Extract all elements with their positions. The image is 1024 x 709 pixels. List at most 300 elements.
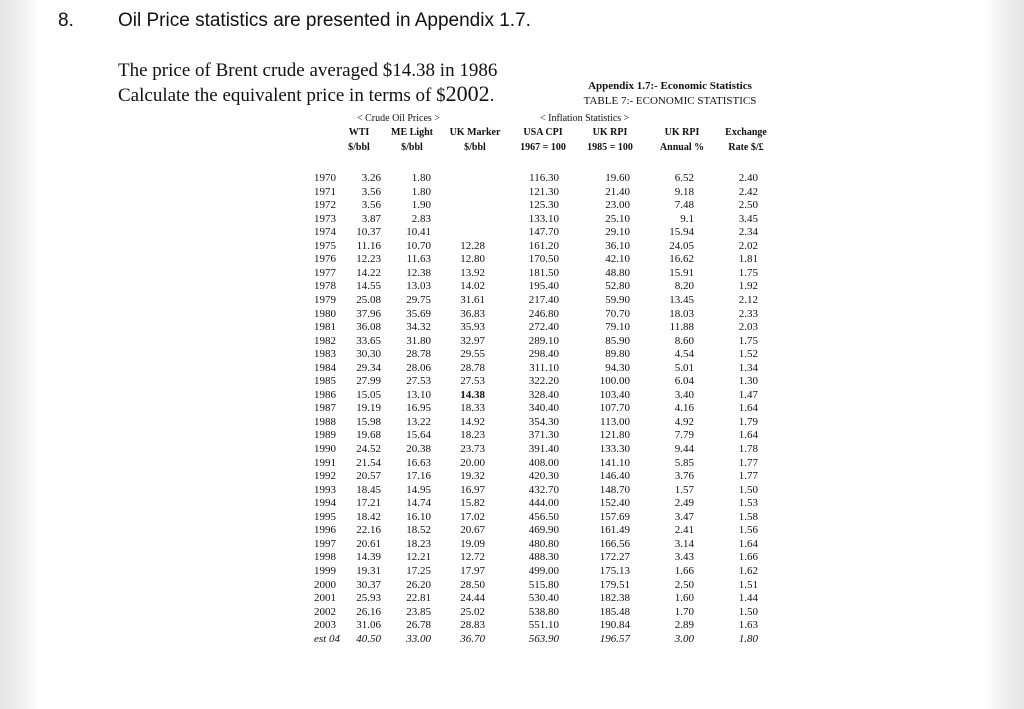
uk-rpi-annual-cell: 2.50	[674, 578, 694, 591]
uk-rpi-annual-cell: 1.66	[674, 564, 694, 577]
me-light-cell: 14.95	[406, 483, 431, 496]
usa-cpi-cell: 340.40	[528, 402, 559, 415]
wti-cell: 19.19	[356, 402, 381, 415]
table-row	[0, 497, 1024, 511]
usa-cpi-cell: 391.40	[528, 443, 559, 455]
col-header-me-light: ME Light	[391, 127, 433, 138]
wti-cell: 25.08	[356, 293, 381, 306]
uk-rpi-cell: 19.60	[605, 172, 630, 184]
exchange-rate-cell: 2.12	[738, 293, 758, 306]
table-row	[0, 389, 1024, 403]
table-row	[0, 362, 1024, 376]
row-year: 1976	[314, 253, 336, 266]
me-light-cell: 13.10	[406, 388, 431, 401]
uk-rpi-cell: 196.57	[599, 632, 630, 645]
table-row	[0, 199, 1024, 213]
uk-marker-cell: 15.82	[460, 497, 485, 510]
me-light-cell: 31.80	[406, 334, 431, 347]
col-unit-uk-rpi-annual: Annual %	[659, 142, 705, 153]
uk-rpi-annual-cell: 8.60	[674, 334, 694, 347]
uk-rpi-annual-cell: 3.14	[674, 537, 694, 550]
row-year: 1997	[314, 537, 336, 550]
wti-cell: 12.23	[356, 253, 381, 266]
me-light-cell: 16.10	[406, 510, 431, 523]
uk-marker-cell: 19.09	[460, 537, 485, 550]
uk-rpi-annual-cell: 9.44	[674, 443, 694, 455]
question-prompt	[118, 59, 558, 107]
uk-marker-cell: 14.38	[460, 388, 485, 401]
wti-cell: 36.08	[356, 321, 381, 334]
col-header-usa-cpi: USA CPI	[523, 127, 563, 138]
usa-cpi-cell: 444.00	[528, 497, 559, 510]
uk-rpi-cell: 25.10	[605, 212, 630, 225]
uk-marker-cell: 28.78	[460, 361, 485, 374]
uk-marker-cell: 17.02	[460, 510, 485, 523]
wti-cell: 26.16	[356, 605, 381, 618]
wti-cell: 31.06	[356, 619, 381, 632]
exchange-rate-cell: 1.75	[738, 334, 758, 347]
uk-rpi-cell: 94.30	[605, 361, 630, 374]
row-year: 1991	[314, 456, 336, 469]
me-light-cell: 16.95	[406, 402, 431, 415]
group-label-inflation: < Inflation Statistics >	[540, 113, 630, 124]
wti-cell: 17.21	[356, 497, 381, 510]
uk-rpi-cell: 29.10	[605, 226, 630, 239]
uk-rpi-annual-cell: 6.04	[674, 375, 694, 388]
uk-rpi-annual-cell: 18.03	[669, 307, 694, 320]
uk-rpi-annual-cell: 3.40	[674, 388, 694, 401]
me-light-cell: 18.23	[406, 537, 431, 550]
col-header-uk-rpi-annual: UK RPI	[664, 127, 700, 138]
wti-cell: 37.96	[356, 307, 381, 320]
col-header-exchange: Exchange	[725, 127, 767, 138]
table-title: Appendix 1.7:- Economic Statistics	[588, 80, 752, 92]
table-row	[0, 470, 1024, 484]
uk-rpi-annual-cell: 6.52	[674, 172, 694, 184]
table-row	[0, 619, 1024, 633]
uk-rpi-cell: 21.40	[605, 185, 630, 198]
exchange-rate-cell: 1.77	[738, 470, 758, 483]
wti-cell: 18.45	[356, 483, 381, 496]
uk-rpi-annual-cell: 15.94	[669, 226, 694, 239]
uk-rpi-cell: 89.80	[605, 348, 630, 361]
group-label-crude: < Crude Oil Prices >	[357, 113, 440, 124]
table-row	[0, 186, 1024, 200]
uk-rpi-cell: 59.90	[605, 293, 630, 306]
uk-rpi-annual-cell: 2.89	[674, 619, 694, 632]
uk-rpi-annual-cell: 9.1	[680, 212, 694, 225]
usa-cpi-cell: 181.50	[528, 266, 559, 279]
usa-cpi-cell: 469.90	[528, 524, 559, 537]
row-year: 1973	[314, 212, 336, 225]
uk-marker-cell: 27.53	[460, 375, 485, 388]
me-light-cell: 13.03	[406, 280, 431, 293]
uk-rpi-cell: 103.40	[599, 388, 630, 401]
exchange-rate-cell: 3.45	[738, 212, 758, 225]
exchange-rate-cell: 2.34	[738, 226, 758, 239]
usa-cpi-cell: 515.80	[528, 578, 559, 591]
me-light-cell: 17.16	[406, 470, 431, 483]
usa-cpi-cell: 161.20	[528, 239, 559, 252]
usa-cpi-cell: 354.30	[528, 415, 559, 428]
table-row	[0, 253, 1024, 267]
row-year: 1979	[314, 293, 336, 306]
uk-rpi-cell: 148.70	[599, 483, 630, 496]
exchange-rate-cell: 1.64	[738, 402, 758, 415]
me-light-cell: 26.20	[406, 578, 431, 591]
uk-marker-cell: 35.93	[460, 321, 485, 334]
prompt-line-2-end: .	[489, 85, 495, 106]
uk-rpi-cell: 146.40	[599, 470, 630, 483]
table-row	[0, 511, 1024, 525]
table-subtitle: TABLE 7:- ECONOMIC STATISTICS	[583, 95, 757, 107]
row-year: 1995	[314, 510, 336, 523]
table-row	[0, 429, 1024, 443]
col-unit-exchange: Rate $/£	[728, 142, 764, 153]
table-row	[0, 375, 1024, 389]
uk-rpi-cell: 175.13	[599, 564, 630, 577]
uk-rpi-annual-cell: 13.45	[669, 293, 694, 306]
table-row	[0, 579, 1024, 593]
col-unit-me-light: $/bbl	[401, 142, 423, 153]
table-row	[0, 308, 1024, 322]
uk-rpi-cell: 166.56	[599, 537, 630, 550]
exchange-rate-cell: 1.64	[738, 429, 758, 442]
uk-rpi-annual-cell: 7.48	[674, 199, 694, 212]
usa-cpi-cell: 538.80	[528, 605, 559, 618]
wti-cell: 40.50	[356, 632, 381, 645]
exchange-rate-cell: 2.50	[738, 199, 758, 212]
wti-cell: 27.99	[356, 375, 381, 388]
row-year: 2002	[314, 605, 336, 618]
usa-cpi-cell: 480.80	[528, 537, 559, 550]
wti-cell: 20.57	[356, 470, 381, 483]
uk-rpi-cell: 113.00	[600, 415, 630, 428]
usa-cpi-cell: 125.30	[528, 199, 559, 212]
usa-cpi-cell: 246.80	[528, 307, 559, 320]
uk-rpi-cell: 42.10	[605, 253, 630, 266]
table-row	[0, 335, 1024, 349]
usa-cpi-cell: 420.30	[528, 470, 559, 483]
wti-cell: 22.16	[356, 524, 381, 537]
uk-rpi-annual-cell: 1.57	[674, 483, 694, 496]
wti-cell: 30.37	[356, 578, 381, 591]
wti-cell: 29.34	[356, 361, 381, 374]
row-year: 1980	[314, 307, 336, 320]
uk-rpi-cell: 141.10	[599, 456, 630, 469]
prompt-line-1: The price of Brent crude averaged $14.38 in 1986	[118, 60, 498, 81]
usa-cpi-cell: 488.30	[528, 551, 559, 564]
uk-marker-cell: 29.55	[460, 348, 485, 361]
uk-marker-cell: 12.72	[460, 551, 485, 564]
wti-cell: 20.61	[356, 537, 381, 550]
usa-cpi-cell: 530.40	[528, 592, 559, 605]
exchange-rate-cell: 1.62	[738, 564, 758, 577]
exchange-rate-cell: 2.33	[738, 307, 758, 320]
uk-rpi-annual-cell: 4.16	[674, 402, 694, 415]
uk-rpi-cell: 121.80	[599, 429, 630, 442]
prompt-year: 2002	[445, 81, 490, 106]
exchange-rate-cell: 1.47	[738, 388, 758, 401]
wti-cell: 18.42	[356, 510, 381, 523]
usa-cpi-cell: 170.50	[528, 253, 559, 266]
uk-rpi-annual-cell: 16.62	[669, 253, 694, 266]
me-light-cell: 34.32	[406, 321, 431, 334]
uk-marker-cell: 31.61	[460, 293, 485, 306]
uk-rpi-cell: 157.69	[599, 510, 630, 523]
wti-cell: 33.65	[356, 334, 381, 347]
exchange-rate-cell: 1.75	[738, 266, 758, 279]
uk-rpi-annual-cell: 24.05	[669, 239, 694, 252]
table-row	[0, 443, 1024, 457]
wti-cell: 3.56	[361, 185, 381, 198]
me-light-cell: 1.90	[411, 199, 431, 212]
exchange-rate-cell: 1.34	[738, 361, 758, 374]
wti-cell: 30.30	[356, 348, 381, 361]
uk-rpi-annual-cell: 11.88	[669, 321, 694, 334]
row-year: 1974	[314, 226, 336, 239]
uk-marker-cell: 23.73	[460, 443, 485, 455]
col-header-uk-rpi: UK RPI	[592, 127, 628, 138]
table-row	[0, 321, 1024, 335]
me-light-cell: 27.53	[406, 375, 431, 388]
table-row	[0, 606, 1024, 620]
table-row	[0, 267, 1024, 281]
me-light-cell: 14.74	[406, 497, 431, 510]
row-year: 1989	[314, 429, 336, 442]
uk-rpi-cell: 152.40	[599, 497, 630, 510]
exchange-rate-cell: 2.40	[738, 172, 758, 184]
row-year: 1993	[314, 483, 336, 496]
row-year: 2000	[314, 578, 336, 591]
uk-marker-cell: 18.33	[460, 402, 485, 415]
uk-marker-cell: 12.28	[460, 239, 485, 252]
row-year: 1986	[314, 388, 336, 401]
question-number: 8.	[58, 10, 74, 31]
uk-rpi-cell: 48.80	[605, 266, 630, 279]
uk-rpi-annual-cell: 1.60	[674, 592, 694, 605]
me-light-cell: 29.75	[406, 293, 431, 306]
uk-marker-cell: 20.00	[460, 456, 485, 469]
row-year: 1982	[314, 334, 336, 347]
wti-cell: 3.87	[361, 212, 381, 225]
me-light-cell: 11.63	[406, 253, 431, 266]
uk-rpi-annual-cell: 5.01	[674, 361, 694, 374]
me-light-cell: 13.22	[406, 415, 431, 428]
usa-cpi-cell: 408.00	[528, 456, 559, 469]
row-year: 1981	[314, 321, 336, 334]
col-header-uk-marker: UK Marker	[449, 127, 501, 138]
exchange-rate-cell: 1.79	[738, 415, 758, 428]
me-light-cell: 2.83	[411, 212, 431, 225]
table-row	[0, 457, 1024, 471]
me-light-cell: 15.64	[406, 429, 431, 442]
exchange-rate-cell: 2.03	[738, 321, 758, 334]
me-light-cell: 18.52	[406, 524, 431, 537]
uk-marker-cell: 36.83	[460, 307, 485, 320]
row-year: 1972	[314, 199, 336, 212]
uk-rpi-cell: 182.38	[599, 592, 630, 605]
table-row	[0, 524, 1024, 538]
table-row	[0, 348, 1024, 362]
row-year: 1994	[314, 497, 336, 510]
wti-cell: 14.39	[356, 551, 381, 564]
uk-marker-cell: 28.83	[460, 619, 485, 632]
exchange-rate-cell: 1.30	[738, 375, 758, 388]
exchange-rate-cell: 1.63	[738, 619, 758, 632]
me-light-cell: 33.00	[406, 632, 431, 645]
exchange-rate-cell: 1.66	[738, 551, 758, 564]
usa-cpi-cell: 322.20	[528, 375, 559, 388]
me-light-cell: 17.25	[406, 564, 431, 577]
uk-rpi-cell: 172.27	[599, 551, 630, 564]
uk-marker-cell: 18.23	[460, 429, 485, 442]
exchange-rate-cell: 1.53	[738, 497, 758, 510]
usa-cpi-cell: 499.00	[528, 564, 559, 577]
table-row	[0, 226, 1024, 240]
uk-marker-cell: 19.32	[460, 470, 485, 483]
uk-rpi-cell: 70.70	[605, 307, 630, 320]
row-year: 1990	[314, 443, 336, 455]
uk-marker-cell: 12.80	[460, 253, 485, 266]
usa-cpi-cell: 195.40	[528, 280, 559, 293]
me-light-cell: 20.38	[406, 443, 431, 455]
usa-cpi-cell: 217.40	[528, 293, 559, 306]
uk-marker-cell: 20.67	[460, 524, 485, 537]
wti-cell: 14.55	[356, 280, 381, 293]
wti-cell: 19.31	[356, 564, 381, 577]
uk-rpi-cell: 85.90	[605, 334, 630, 347]
table-row	[0, 551, 1024, 565]
uk-rpi-cell: 36.10	[605, 239, 630, 252]
uk-rpi-cell: 185.48	[599, 605, 630, 618]
row-year: 1983	[314, 348, 336, 361]
col-unit-usa-cpi: 1967 = 100	[520, 142, 566, 153]
row-year: 1987	[314, 402, 336, 415]
row-year: 1971	[314, 185, 336, 198]
wti-cell: 19.68	[356, 429, 381, 442]
me-light-cell: 28.06	[406, 361, 431, 374]
table-row	[0, 240, 1024, 254]
me-light-cell: 12.38	[406, 266, 431, 279]
me-light-cell: 16.63	[406, 456, 431, 469]
table-row	[0, 294, 1024, 308]
uk-rpi-annual-cell: 3.76	[674, 470, 694, 483]
exchange-rate-cell: 2.42	[738, 185, 758, 198]
table-row	[0, 592, 1024, 606]
row-year: 1977	[314, 266, 336, 279]
exchange-rate-cell: 2.02	[738, 239, 758, 252]
uk-rpi-cell: 133.30	[599, 443, 630, 455]
uk-rpi-cell: 23.00	[605, 199, 630, 212]
uk-rpi-annual-cell: 2.49	[674, 497, 694, 510]
me-light-cell: 35.69	[406, 307, 431, 320]
uk-rpi-annual-cell: 8.20	[674, 280, 694, 293]
uk-rpi-annual-cell: 3.47	[674, 510, 694, 523]
usa-cpi-cell: 147.70	[528, 226, 559, 239]
row-year: 1984	[314, 361, 336, 374]
uk-rpi-cell: 190.84	[599, 619, 630, 632]
row-year: 1985	[314, 375, 336, 388]
row-year: 2001	[314, 592, 336, 605]
me-light-cell: 10.41	[406, 226, 431, 239]
uk-rpi-annual-cell: 3.00	[674, 632, 694, 645]
row-year: 1988	[314, 415, 336, 428]
wti-cell: 24.52	[356, 443, 381, 455]
table-row	[0, 633, 1024, 647]
exchange-rate-cell: 1.78	[738, 443, 758, 455]
table-row	[0, 565, 1024, 579]
uk-rpi-annual-cell: 1.70	[674, 605, 694, 618]
col-unit-uk-rpi: 1985 = 100	[587, 142, 633, 153]
me-light-cell: 1.80	[411, 185, 431, 198]
uk-rpi-cell: 107.70	[599, 402, 630, 415]
uk-rpi-cell: 161.49	[599, 524, 630, 537]
uk-rpi-cell: 179.51	[599, 578, 630, 591]
wti-cell: 21.54	[356, 456, 381, 469]
usa-cpi-cell: 121.30	[528, 185, 559, 198]
prompt-line-2	[118, 82, 558, 107]
table-row	[0, 416, 1024, 430]
uk-marker-cell: 13.92	[460, 266, 485, 279]
usa-cpi-cell: 133.10	[528, 212, 559, 225]
usa-cpi-cell: 563.90	[528, 632, 559, 645]
uk-rpi-annual-cell: 4.54	[674, 348, 694, 361]
row-year: 1970	[314, 172, 336, 184]
exchange-rate-cell: 1.44	[738, 592, 758, 605]
exchange-rate-cell: 1.64	[738, 537, 758, 550]
table-row	[0, 213, 1024, 227]
uk-marker-cell: 32.97	[460, 334, 485, 347]
row-year: 1992	[314, 470, 336, 483]
uk-rpi-annual-cell: 2.41	[674, 524, 694, 537]
exchange-rate-cell: 1.80	[738, 632, 758, 645]
me-light-cell: 23.85	[406, 605, 431, 618]
uk-rpi-cell: 52.80	[605, 280, 630, 293]
exchange-rate-cell: 1.56	[738, 524, 758, 537]
wti-cell: 15.05	[356, 388, 381, 401]
wti-cell: 3.26	[361, 172, 381, 184]
usa-cpi-cell: 432.70	[528, 483, 559, 496]
question-statement: Oil Price statistics are presented in Appendix 1.7.	[118, 10, 531, 31]
row-year: 1996	[314, 524, 336, 537]
wti-cell: 25.93	[356, 592, 381, 605]
uk-rpi-annual-cell: 4.92	[674, 415, 694, 428]
exchange-rate-cell: 1.58	[738, 510, 758, 523]
me-light-cell: 10.70	[406, 239, 431, 252]
uk-rpi-annual-cell: 15.91	[669, 266, 694, 279]
uk-marker-cell: 36.70	[460, 632, 485, 645]
col-unit-wti: $/bbl	[348, 142, 370, 153]
table-row	[0, 402, 1024, 416]
exchange-rate-cell: 1.92	[738, 280, 758, 293]
exchange-rate-cell: 1.52	[738, 348, 758, 361]
table-row	[0, 172, 1024, 186]
uk-marker-cell: 28.50	[460, 578, 485, 591]
wti-cell: 14.22	[356, 266, 381, 279]
usa-cpi-cell: 272.40	[528, 321, 559, 334]
me-light-cell: 1.80	[411, 172, 431, 184]
uk-rpi-cell: 100.00	[599, 375, 630, 388]
uk-rpi-cell: 79.10	[605, 321, 630, 334]
table-row	[0, 280, 1024, 294]
exchange-rate-cell: 1.77	[738, 456, 758, 469]
usa-cpi-cell: 311.10	[529, 361, 559, 374]
uk-rpi-annual-cell: 3.43	[674, 551, 694, 564]
row-year: 1975	[314, 239, 336, 252]
exchange-rate-cell: 1.50	[738, 605, 758, 618]
uk-rpi-annual-cell: 5.85	[674, 456, 694, 469]
